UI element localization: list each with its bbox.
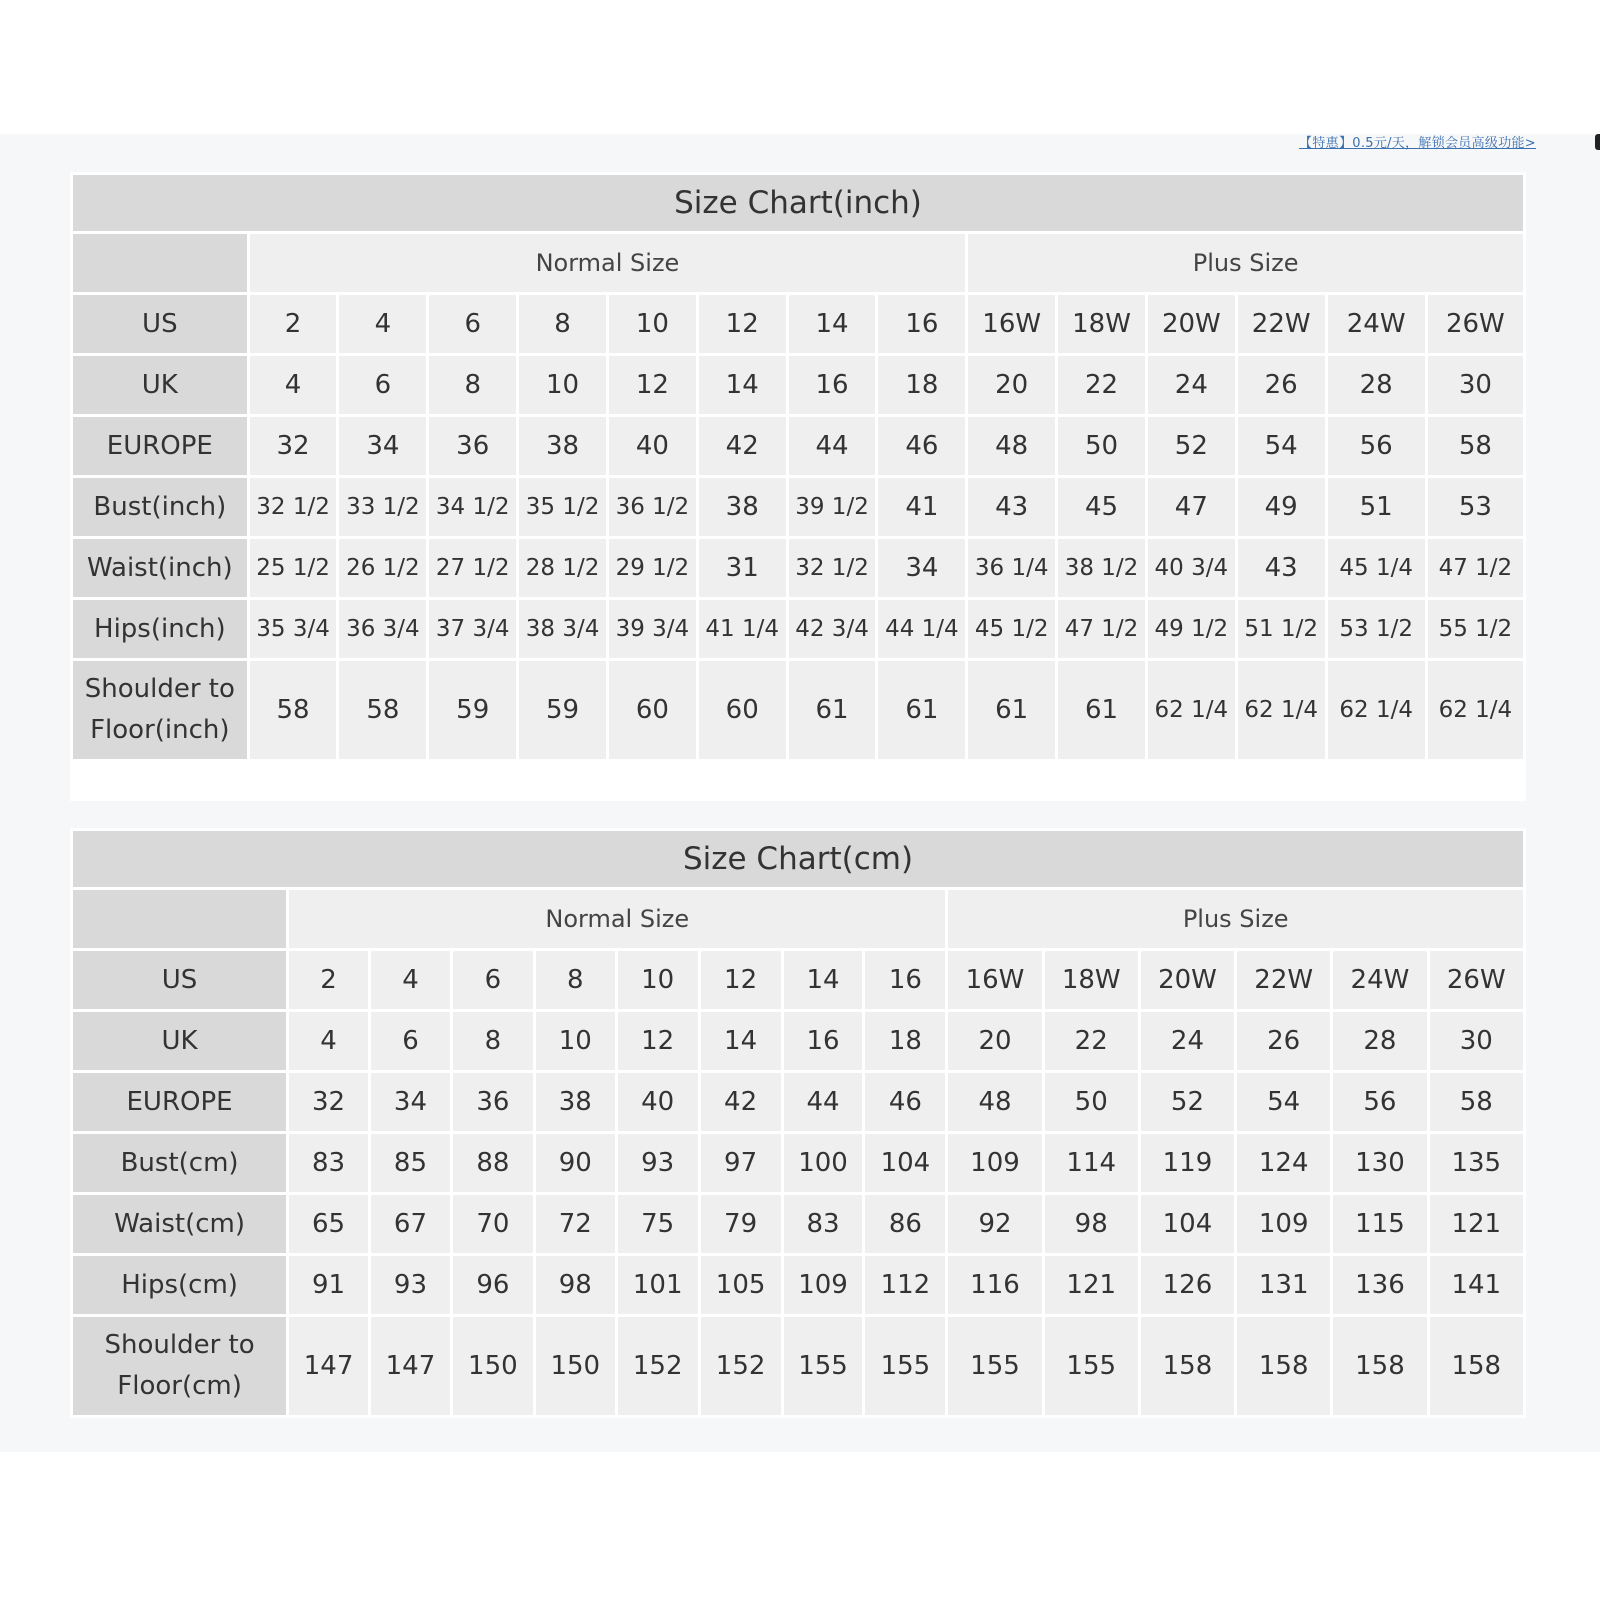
table-row: [73, 295, 1523, 353]
size-cell: 4: [339, 295, 426, 353]
size-cell: 44: [784, 1073, 863, 1131]
size-cell: 26 1/2: [339, 539, 426, 597]
size-cell: 16: [784, 1012, 863, 1070]
size-cell: 6: [339, 356, 426, 414]
size-cell: 155: [1045, 1317, 1138, 1415]
size-cell: 85: [371, 1134, 450, 1192]
size-cell: 26W: [1428, 295, 1523, 353]
size-cell: 4: [289, 1012, 368, 1070]
size-cell: 47: [1148, 478, 1235, 536]
size-cell: 16W: [968, 295, 1055, 353]
size-cell: 36 1/2: [609, 478, 696, 536]
size-cell: 104: [865, 1134, 945, 1192]
size-cell: 42: [699, 417, 786, 475]
size-cell: 116: [948, 1256, 1041, 1314]
size-cell: 45 1/4: [1328, 539, 1425, 597]
size-cell: 56: [1333, 1073, 1426, 1131]
size-cell: 131: [1237, 1256, 1330, 1314]
size-cell: 52: [1141, 1073, 1234, 1131]
size-cell: 158: [1141, 1317, 1234, 1415]
size-cell: 14: [784, 951, 863, 1009]
size-cell: 83: [784, 1195, 863, 1253]
size-cell: 24W: [1333, 951, 1426, 1009]
size-cell: 39 1/2: [789, 478, 876, 536]
size-cell: 16: [865, 951, 945, 1009]
size-cell: 126: [1141, 1256, 1234, 1314]
group-plus-size: Plus Size: [968, 234, 1523, 292]
size-cell: 55 1/2: [1428, 600, 1523, 658]
size-cell: 18W: [1058, 295, 1145, 353]
table-row: [73, 478, 1523, 536]
size-cell: 16: [878, 295, 965, 353]
size-cell: 53: [1428, 478, 1523, 536]
size-cell: 38: [699, 478, 786, 536]
table-row: [73, 951, 1523, 1009]
size-cell: 58: [339, 661, 426, 759]
row-label: UK: [73, 356, 247, 414]
size-cell: 20: [968, 356, 1055, 414]
size-cell: 53 1/2: [1328, 600, 1425, 658]
size-cell: 61: [1058, 661, 1145, 759]
size-cell: 40: [609, 417, 696, 475]
size-cell: 86: [865, 1195, 945, 1253]
size-cell: 43: [968, 478, 1055, 536]
size-cell: 4: [250, 356, 337, 414]
size-cell: 34: [878, 539, 965, 597]
size-cell: 83: [289, 1134, 368, 1192]
size-cell: 18: [878, 356, 965, 414]
size-cell: 8: [536, 951, 615, 1009]
size-cell: 54: [1237, 1073, 1330, 1131]
size-cell: 39 3/4: [609, 600, 696, 658]
size-cell: 135: [1430, 1134, 1523, 1192]
size-cell: 26: [1238, 356, 1325, 414]
size-cell: 20W: [1148, 295, 1235, 353]
size-cell: 40 3/4: [1148, 539, 1235, 597]
size-cell: 28: [1333, 1012, 1426, 1070]
size-cell: 93: [371, 1256, 450, 1314]
size-cell: 70: [453, 1195, 533, 1253]
size-cell: 109: [948, 1134, 1041, 1192]
size-cell: 41: [878, 478, 965, 536]
row-label: Waist(inch): [73, 539, 247, 597]
size-cell: 62 1/4: [1238, 661, 1325, 759]
size-cell: 24: [1141, 1012, 1234, 1070]
size-cell: 44: [789, 417, 876, 475]
size-cell: 16: [789, 356, 876, 414]
size-cell: 22: [1045, 1012, 1138, 1070]
size-cell: 61: [789, 661, 876, 759]
size-cell: 60: [609, 661, 696, 759]
size-cell: 158: [1333, 1317, 1426, 1415]
size-cell: 79: [701, 1195, 781, 1253]
size-cell: 30: [1430, 1012, 1523, 1070]
table-row: [73, 1134, 1523, 1192]
size-cell: 14: [789, 295, 876, 353]
size-cell: 98: [536, 1256, 615, 1314]
size-cell: 59: [429, 661, 516, 759]
size-cell: 10: [609, 295, 696, 353]
size-cell: 42: [701, 1073, 781, 1131]
table-row: [73, 1317, 1523, 1415]
size-cell: 24: [1148, 356, 1235, 414]
size-cell: 8: [453, 1012, 533, 1070]
size-cell: 28 1/2: [519, 539, 606, 597]
chart-title: Size Chart(cm): [73, 831, 1523, 887]
size-cell: 38: [536, 1073, 615, 1131]
size-cell: 36: [453, 1073, 533, 1131]
size-cell: 124: [1237, 1134, 1330, 1192]
table-row: [73, 539, 1523, 597]
size-cell: 36 3/4: [339, 600, 426, 658]
row-label: Waist(cm): [73, 1195, 286, 1253]
size-cell: 97: [701, 1134, 781, 1192]
table-row: [73, 1073, 1523, 1131]
size-cell: 56: [1328, 417, 1425, 475]
size-cell: 12: [618, 1012, 698, 1070]
size-cell: 119: [1141, 1134, 1234, 1192]
size-cell: 114: [1045, 1134, 1138, 1192]
size-cell: 46: [865, 1073, 945, 1131]
size-cell: 96: [453, 1256, 533, 1314]
size-cell: 6: [371, 1012, 450, 1070]
size-cell: 40: [618, 1073, 698, 1131]
size-cell: 8: [519, 295, 606, 353]
size-cell: 32: [250, 417, 337, 475]
size-cell: 58: [1428, 417, 1523, 475]
size-cell: 147: [289, 1317, 368, 1415]
size-cell: 29 1/2: [609, 539, 696, 597]
size-cell: 67: [371, 1195, 450, 1253]
size-cell: 92: [948, 1195, 1041, 1253]
size-cell: 27 1/2: [429, 539, 516, 597]
size-cell: 18: [865, 1012, 945, 1070]
size-cell: 136: [1333, 1256, 1426, 1314]
table-row: [73, 356, 1523, 414]
size-cell: 25 1/2: [250, 539, 337, 597]
size-cell: 10: [519, 356, 606, 414]
row-label: Shoulder to Floor(inch): [73, 661, 247, 759]
size-cell: 115: [1333, 1195, 1426, 1253]
size-cell: 109: [784, 1256, 863, 1314]
size-cell: 34 1/2: [429, 478, 516, 536]
size-cell: 48: [968, 417, 1055, 475]
row-label: EUROPE: [73, 417, 247, 475]
size-cell: 104: [1141, 1195, 1234, 1253]
size-cell: 38 3/4: [519, 600, 606, 658]
size-cell: 49: [1238, 478, 1325, 536]
size-cell: 90: [536, 1134, 615, 1192]
size-cell: 93: [618, 1134, 698, 1192]
table-row: [73, 1256, 1523, 1314]
size-cell: 32 1/2: [789, 539, 876, 597]
size-cell: 54: [1238, 417, 1325, 475]
size-cell: 41 1/4: [699, 600, 786, 658]
size-cell: 158: [1237, 1317, 1330, 1415]
size-chart-cm: [70, 828, 1526, 1418]
size-cell: 121: [1430, 1195, 1523, 1253]
group-normal-size: Normal Size: [250, 234, 966, 292]
chart-title: Size Chart(inch): [73, 175, 1523, 231]
size-cell: 22W: [1237, 951, 1330, 1009]
size-cell: 12: [701, 951, 781, 1009]
size-cell: 26W: [1430, 951, 1523, 1009]
row-label: UK: [73, 1012, 286, 1070]
size-cell: 14: [699, 356, 786, 414]
size-cell: 12: [609, 356, 696, 414]
size-cell: 20: [948, 1012, 1041, 1070]
corner-cell: [73, 234, 247, 292]
size-cell: 48: [948, 1073, 1041, 1131]
size-cell: 98: [1045, 1195, 1138, 1253]
table-row: [73, 600, 1523, 658]
size-cell: 45 1/2: [968, 600, 1055, 658]
row-label: EUROPE: [73, 1073, 286, 1131]
size-cell: 2: [289, 951, 368, 1009]
size-cell: 35 1/2: [519, 478, 606, 536]
size-cell: 62 1/4: [1148, 661, 1235, 759]
size-cell: 112: [865, 1256, 945, 1314]
size-cell: 58: [250, 661, 337, 759]
size-cell: 43: [1238, 539, 1325, 597]
size-cell: 31: [699, 539, 786, 597]
size-cell: 26: [1237, 1012, 1330, 1070]
size-cell: 52: [1148, 417, 1235, 475]
size-cell: 12: [699, 295, 786, 353]
size-cell: 24W: [1328, 295, 1425, 353]
table-row: [73, 1012, 1523, 1070]
size-cell: 59: [519, 661, 606, 759]
table-row: [73, 417, 1523, 475]
size-cell: 101: [618, 1256, 698, 1314]
promo-link[interactable]: 【特惠】0.5元/天，解锁会员高级功能>: [1299, 136, 1536, 151]
size-cell: 2: [250, 295, 337, 353]
size-cell: 62 1/4: [1328, 661, 1425, 759]
size-cell: 6: [453, 951, 533, 1009]
size-cell: 58: [1430, 1073, 1523, 1131]
size-cell: 18W: [1045, 951, 1138, 1009]
size-cell: 10: [536, 1012, 615, 1070]
size-cell: 60: [699, 661, 786, 759]
size-cell: 152: [701, 1317, 781, 1415]
size-cell: 147: [371, 1317, 450, 1415]
size-cell: 47 1/2: [1058, 600, 1145, 658]
size-cell: 100: [784, 1134, 863, 1192]
size-cell: 75: [618, 1195, 698, 1253]
size-cell: 35 3/4: [250, 600, 337, 658]
size-cell: 22W: [1238, 295, 1325, 353]
size-cell: 150: [453, 1317, 533, 1415]
size-cell: 109: [1237, 1195, 1330, 1253]
size-cell: 34: [371, 1073, 450, 1131]
size-cell: 28: [1328, 356, 1425, 414]
size-cell: 32: [289, 1073, 368, 1131]
spacer-row: [73, 762, 1523, 798]
row-label: Bust(inch): [73, 478, 247, 536]
table-row: [73, 1195, 1523, 1253]
corner-cell: [73, 890, 286, 948]
size-cell: 61: [968, 661, 1055, 759]
size-cell: 42 3/4: [789, 600, 876, 658]
size-cell: 50: [1045, 1073, 1138, 1131]
row-label: Hips(cm): [73, 1256, 286, 1314]
size-cell: 46: [878, 417, 965, 475]
size-cell: 36: [429, 417, 516, 475]
size-cell: 158: [1430, 1317, 1523, 1415]
size-cell: 51: [1328, 478, 1425, 536]
size-cell: 38 1/2: [1058, 539, 1145, 597]
size-cell: 150: [536, 1317, 615, 1415]
size-cell: 62 1/4: [1428, 661, 1523, 759]
size-cell: 34: [339, 417, 426, 475]
size-cell: 33 1/2: [339, 478, 426, 536]
size-cell: 50: [1058, 417, 1145, 475]
row-label: Hips(inch): [73, 600, 247, 658]
size-cell: 10: [618, 951, 698, 1009]
size-cell: 121: [1045, 1256, 1138, 1314]
size-cell: 47 1/2: [1428, 539, 1523, 597]
size-cell: 22: [1058, 356, 1145, 414]
size-cell: 37 3/4: [429, 600, 516, 658]
row-label: Shoulder to Floor(cm): [73, 1317, 286, 1415]
size-cell: 91: [289, 1256, 368, 1314]
size-cell: 6: [429, 295, 516, 353]
size-cell: 36 1/4: [968, 539, 1055, 597]
size-cell: 61: [878, 661, 965, 759]
size-cell: 155: [948, 1317, 1041, 1415]
size-cell: 130: [1333, 1134, 1426, 1192]
size-cell: 88: [453, 1134, 533, 1192]
size-cell: 141: [1430, 1256, 1523, 1314]
row-label: Bust(cm): [73, 1134, 286, 1192]
size-cell: 8: [429, 356, 516, 414]
size-cell: 16W: [948, 951, 1041, 1009]
row-label: US: [73, 951, 286, 1009]
scroll-indicator: [1595, 134, 1600, 150]
group-plus-size: Plus Size: [948, 890, 1523, 948]
size-cell: 155: [784, 1317, 863, 1415]
group-normal-size: Normal Size: [289, 890, 945, 948]
size-cell: 30: [1428, 356, 1523, 414]
size-cell: 105: [701, 1256, 781, 1314]
size-chart-inch: [70, 172, 1526, 801]
size-cell: 45: [1058, 478, 1145, 536]
size-cell: 65: [289, 1195, 368, 1253]
size-cell: 4: [371, 951, 450, 1009]
size-cell: 20W: [1141, 951, 1234, 1009]
size-cell: 51 1/2: [1238, 600, 1325, 658]
size-cell: 32 1/2: [250, 478, 337, 536]
size-cell: 72: [536, 1195, 615, 1253]
size-cell: 49 1/2: [1148, 600, 1235, 658]
size-cell: 152: [618, 1317, 698, 1415]
size-cell: 14: [701, 1012, 781, 1070]
row-label: US: [73, 295, 247, 353]
size-cell: 38: [519, 417, 606, 475]
size-cell: 44 1/4: [878, 600, 965, 658]
table-row: [73, 661, 1523, 759]
size-cell: 155: [865, 1317, 945, 1415]
